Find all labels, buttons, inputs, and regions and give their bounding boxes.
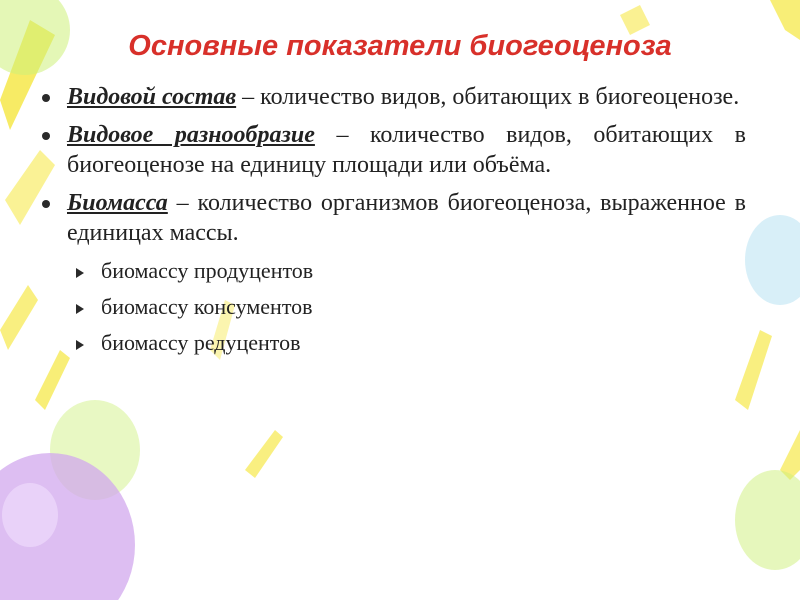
arrow-bullet-icon <box>76 340 84 350</box>
definition-species-composition: – количество видов, обитающих в биогеоценозе. <box>236 84 740 110</box>
slide-content <box>40 82 746 364</box>
arrow-bullet-icon <box>76 268 84 278</box>
bullet-dot-icon <box>42 94 50 102</box>
arrow-bullet-icon <box>76 304 84 314</box>
lilac-balloon-highlight <box>2 483 58 547</box>
subitem-consumers <box>40 292 746 322</box>
green-balloon-right <box>735 470 800 570</box>
slide-title: Основные показатели биогеоценоза <box>128 30 672 62</box>
bullet-species-composition <box>40 82 746 112</box>
subitem-producers-label: биомассу продуцентов <box>101 258 314 283</box>
subitem-decomposers <box>40 328 746 358</box>
subitem-decomposers-label: биомассу редуцентов <box>101 330 301 355</box>
definition-species-diversity: – количество видов, обитающих в биогеоценозе на единицу площади или объёма. <box>67 122 746 178</box>
bullet-biomass <box>40 188 746 248</box>
bullet-dot-icon <box>42 132 50 140</box>
blue-balloon-right <box>745 215 800 305</box>
yellow-streamer-6 <box>245 430 283 478</box>
term-biomass: Биомасса <box>67 190 168 216</box>
term-species-diversity: Видовое разнообразие <box>67 122 315 148</box>
subitem-consumers-label: биомассу консументов <box>101 294 313 319</box>
bullet-dot-icon <box>42 200 50 208</box>
definition-biomass: – количество организмов биогеоценоза, выраженное в единицах массы. <box>67 190 746 246</box>
subitem-producers <box>40 256 746 286</box>
bullet-species-diversity <box>40 120 746 180</box>
yellow-streamer-3 <box>0 285 38 350</box>
term-species-composition: Видовой состав <box>67 84 237 110</box>
